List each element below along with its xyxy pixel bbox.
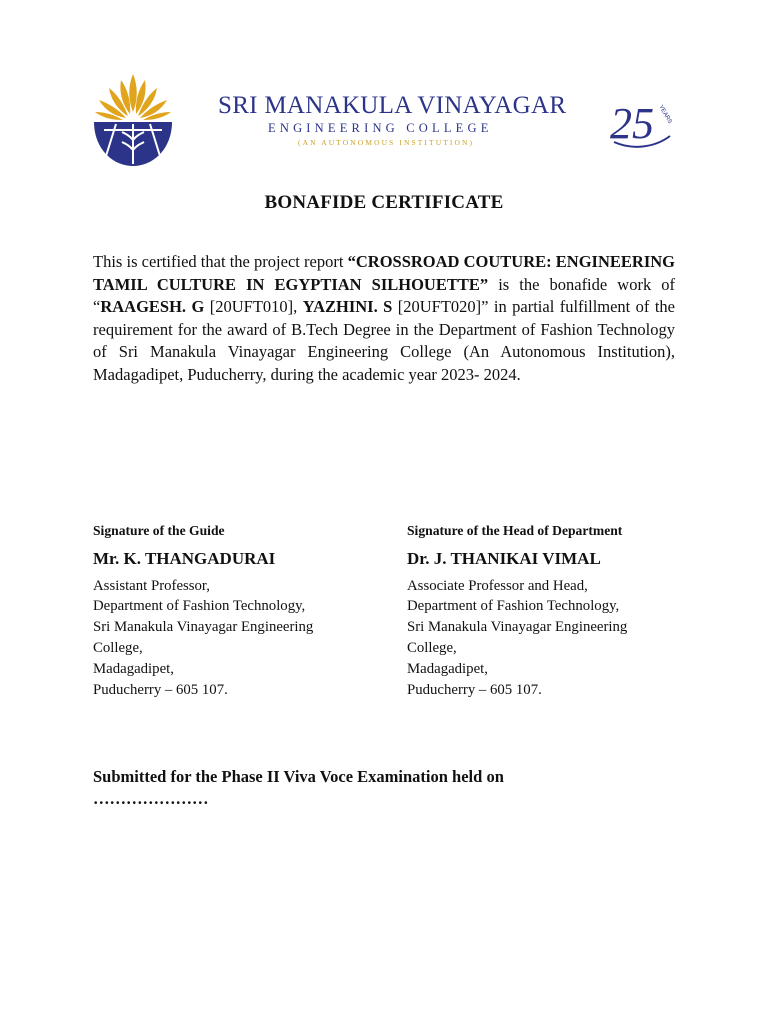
anniversary-word: YEARS	[657, 104, 673, 125]
guide-address-line: Puducherry – 605 107.	[93, 681, 228, 698]
guide-address-line: College,	[93, 639, 143, 656]
hod-address-line: Madagadipet,	[407, 660, 488, 677]
submission-date-blank: …………………	[93, 789, 209, 808]
hod-address-line: College,	[407, 639, 457, 656]
guide-address-line: Department of Fashion Technology,	[93, 598, 306, 615]
student-name: YAZHINI. S	[302, 297, 393, 317]
hod-signature-label: Signature of the Head of Department	[407, 523, 623, 538]
student-name: RAAGESH. G	[100, 297, 205, 317]
hod-name: Dr. J. THANIKAI VIMAL	[407, 548, 601, 568]
college-name: SRI MANAKULA VINAYAGAR	[218, 92, 567, 119]
guide-address-line: Madagadipet,	[93, 660, 174, 677]
statement-text: is the bonafide work of “	[93, 274, 676, 317]
hod-signature-block	[407, 521, 687, 700]
guide-name: Mr. K. THANGADURAI	[93, 548, 276, 568]
guide-signature-label: Signature of the Guide	[93, 523, 225, 538]
college-status: (AN AUTONOMOUS INSTITUTION)	[298, 138, 475, 147]
hod-address-line: Sri Manakula Vinayagar Engineering	[407, 619, 628, 636]
statement-text: [20UFT020]” in partial fulfillment of the requirement for the award of B.Tech Degree in the Department of Fashion Technology of Sri Manakula Vinayagar Engineering College (An Autonomous Institution), Madagadipet, Puducherry, during the academic year 2023- 2024.	[93, 297, 676, 384]
page-title: BONAFIDE CERTIFICATE	[264, 192, 504, 213]
guide-address-line: Sri Manakula Vinayagar Engineering	[93, 619, 314, 636]
anniversary-number: 25	[610, 99, 654, 148]
college-subtitle: ENGINEERING COLLEGE	[268, 121, 493, 135]
student-id: [20UFT010],	[204, 297, 303, 317]
project-title: “CROSSROAD COUTURE: ENGINEERING TAMIL CULTURE IN EGYPTIAN SILHOUETTE”	[93, 252, 675, 294]
submission-text: Submitted for the Phase II Viva Voce Examination held on	[93, 767, 504, 786]
hod-address-line: Associate Professor and Head,	[407, 577, 588, 594]
guide-signature-block	[93, 521, 373, 700]
certificate-statement	[93, 251, 675, 387]
statement-text: This is certified that the project report	[93, 252, 348, 271]
hod-address-line: Puducherry – 605 107.	[407, 681, 542, 698]
viva-submission-note	[93, 766, 675, 810]
guide-address-line: Assistant Professor,	[93, 577, 210, 594]
college-logo-icon	[92, 72, 174, 168]
hod-address-line: Department of Fashion Technology,	[407, 598, 620, 615]
college-header	[92, 70, 676, 170]
anniversary-emblem	[608, 92, 676, 150]
